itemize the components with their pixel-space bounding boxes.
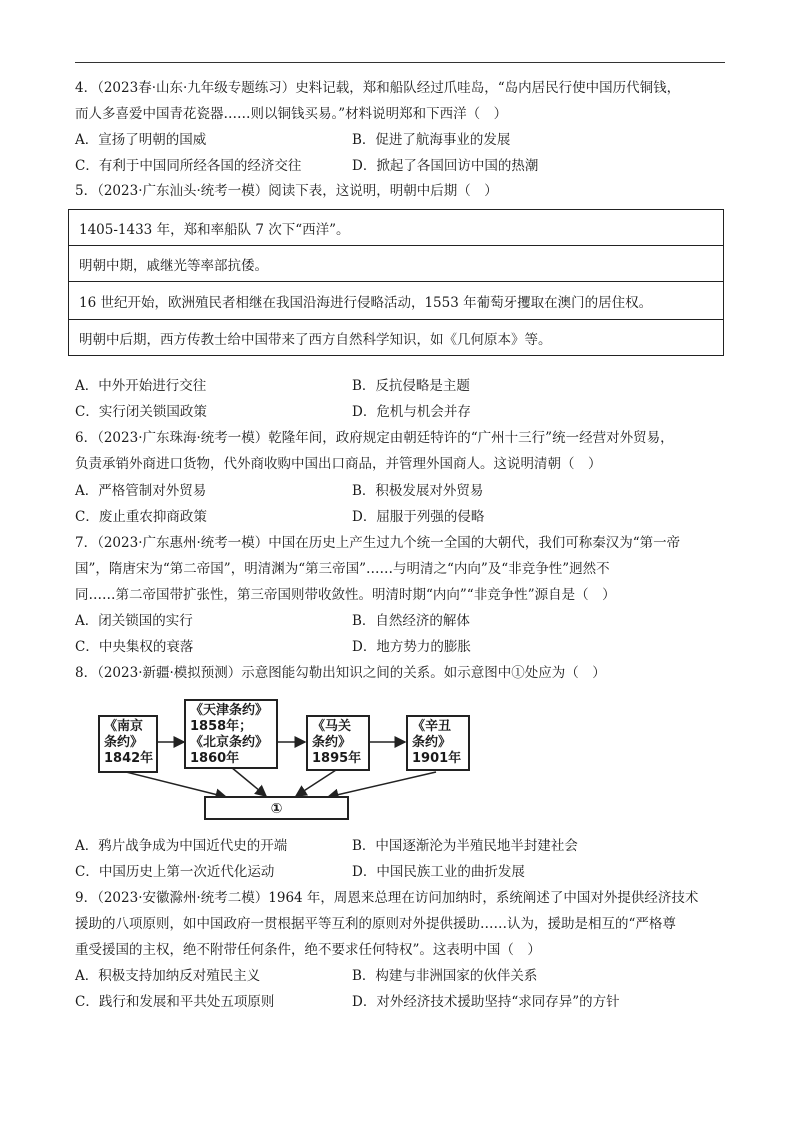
q7-stem-line1: 7．（2023·广东惠州·统考一模）中国在历史上产生过九个统一全国的大朝代，我们可称秦汉为“第一帝 [75,535,681,551]
q4-option-a[interactable]: A．宣扬了明朝的国威 [75,132,207,148]
q9-option-c[interactable]: C．践行和发展和平共处五项原则 [75,994,275,1010]
q7-option-c[interactable]: C．中央集权的衰落 [75,639,194,655]
treaty-box-tianjin-beijing: 《天津条约》 1858年； 《北京条约》 1860年 [184,699,278,769]
treaty-box-maguan: 《马关 条约》 1895年 [306,715,370,771]
q9-option-a[interactable]: A．积极支持加纳反对殖民主义 [75,968,261,984]
q6-stem-line2: 负责承销外商进口货物，代外商收购中国出口商品，并管理外国商人。这说明清朝（ ） [75,456,602,472]
q4-stem-line2: 而人多喜爱中国青花瓷器……则以铜钱买易。”材料说明郑和下西洋（ ） [75,106,508,122]
q7-option-b[interactable]: B．自然经济的解体 [352,613,470,629]
q8-option-b[interactable]: B．中国逐渐沦为半殖民地半封建社会 [352,838,578,854]
q5-table-row: 明朝中后期，西方传教士给中国带来了西方自然科学知识，如《几何原本》等。 [69,320,724,356]
q5-table [68,209,724,356]
q5-table-row: 16 世纪开始，欧洲殖民者相继在我国沿海进行侵略活动，1553 年葡萄牙攫取在澳门的居住权。 [69,282,724,320]
q7-option-a[interactable]: A．闭关锁国的实行 [75,613,193,629]
q6-option-c[interactable]: C．废止重农抑商政策 [75,509,207,525]
q8-option-d[interactable]: D．中国民族工业的曲折发展 [352,864,525,880]
q6-option-a[interactable]: A．严格管制对外贸易 [75,483,207,499]
q4-option-c[interactable]: C．有利于中国同所经各国的经济交往 [75,158,302,174]
q5-stem-line1: 5．（2023·广东汕头·统考一模）阅读下表，这说明，明朝中后期（ ） [75,183,498,199]
q5-table-row: 1405-1433 年，郑和率船队 7 次下“西洋”。 [69,210,724,246]
diagram-blank-box: ① [204,796,349,820]
q5-option-a[interactable]: A．中外开始进行交往 [75,378,207,394]
q9-stem-line2: 援助的八项原则，如中国政府一贯根据平等互利的原则对外提供援助……认为，援助是相互的“严格尊 [75,916,676,932]
q4-option-b[interactable]: B．促进了航海事业的发展 [352,132,511,148]
q4-stem-line1: 4．（2023春·山东·九年级专题练习）史料记载，郑和船队经过爪哇岛，“岛内居民行使中国历代铜钱， [75,80,681,96]
q9-stem-line3: 重受援国的主权，绝不附带任何条件，绝不要求任何特权”。这表明中国（ ） [75,942,541,958]
q6-option-d[interactable]: D．屈服于列强的侵略 [352,509,485,525]
q8-option-c[interactable]: C．中国历史上第一次近代化运动 [75,864,275,880]
q7-stem-line2: 国”，隋唐宋为“第二帝国”，明清渊为“第三帝国”……与明清之“内向”及“非竞争性”迥然不 [75,561,610,577]
q5-option-d[interactable]: D．危机与机会并存 [352,404,471,420]
q8-diagram [96,697,476,822]
treaty-box-nanjing: 《南京 条约》 1842年 [98,715,158,773]
top-rule [75,62,725,63]
q8-stem-line1: 8．（2023·新疆·模拟预测）示意图能勾勒出知识之间的关系。如示意图中①处应为（ ） [75,665,606,681]
q6-stem-line1: 6．（2023·广东珠海·统考一模）乾隆年间，政府规定由朝廷特许的“广州十三行”统一经营对外贸易， [75,430,674,446]
q9-option-b[interactable]: B．构建与非洲国家的伙伴关系 [352,968,538,984]
q9-option-d[interactable]: D．对外经济技术援助坚持“求同存异”的方针 [352,994,620,1010]
q7-option-d[interactable]: D．地方势力的膨胀 [352,639,471,655]
q4-option-d[interactable]: D．掀起了各国回访中国的热潮 [352,158,539,174]
q5-table-row: 明朝中期，戚继光等率部抗倭。 [69,246,724,282]
q8-option-a[interactable]: A．鸦片战争成为中国近代史的开端 [75,838,288,854]
q9-stem-line1: 9．（2023·安徽滁州·统考二模）1964 年，周恩来总理在访问加纳时，系统阐述了中国对外提供经济技术 [75,890,699,906]
q6-option-b[interactable]: B．积极发展对外贸易 [352,483,484,499]
q7-stem-line3: 同……第二帝国带扩张性，第三帝国则带收敛性。明清时期“内向”“非竞争性”源自是（ ） [75,587,616,603]
treaty-box-xinchou: 《辛丑 条约》 1901年 [406,715,470,771]
q5-option-c[interactable]: C．实行闭关锁国政策 [75,404,207,420]
q5-option-b[interactable]: B．反抗侵略是主题 [352,378,470,394]
